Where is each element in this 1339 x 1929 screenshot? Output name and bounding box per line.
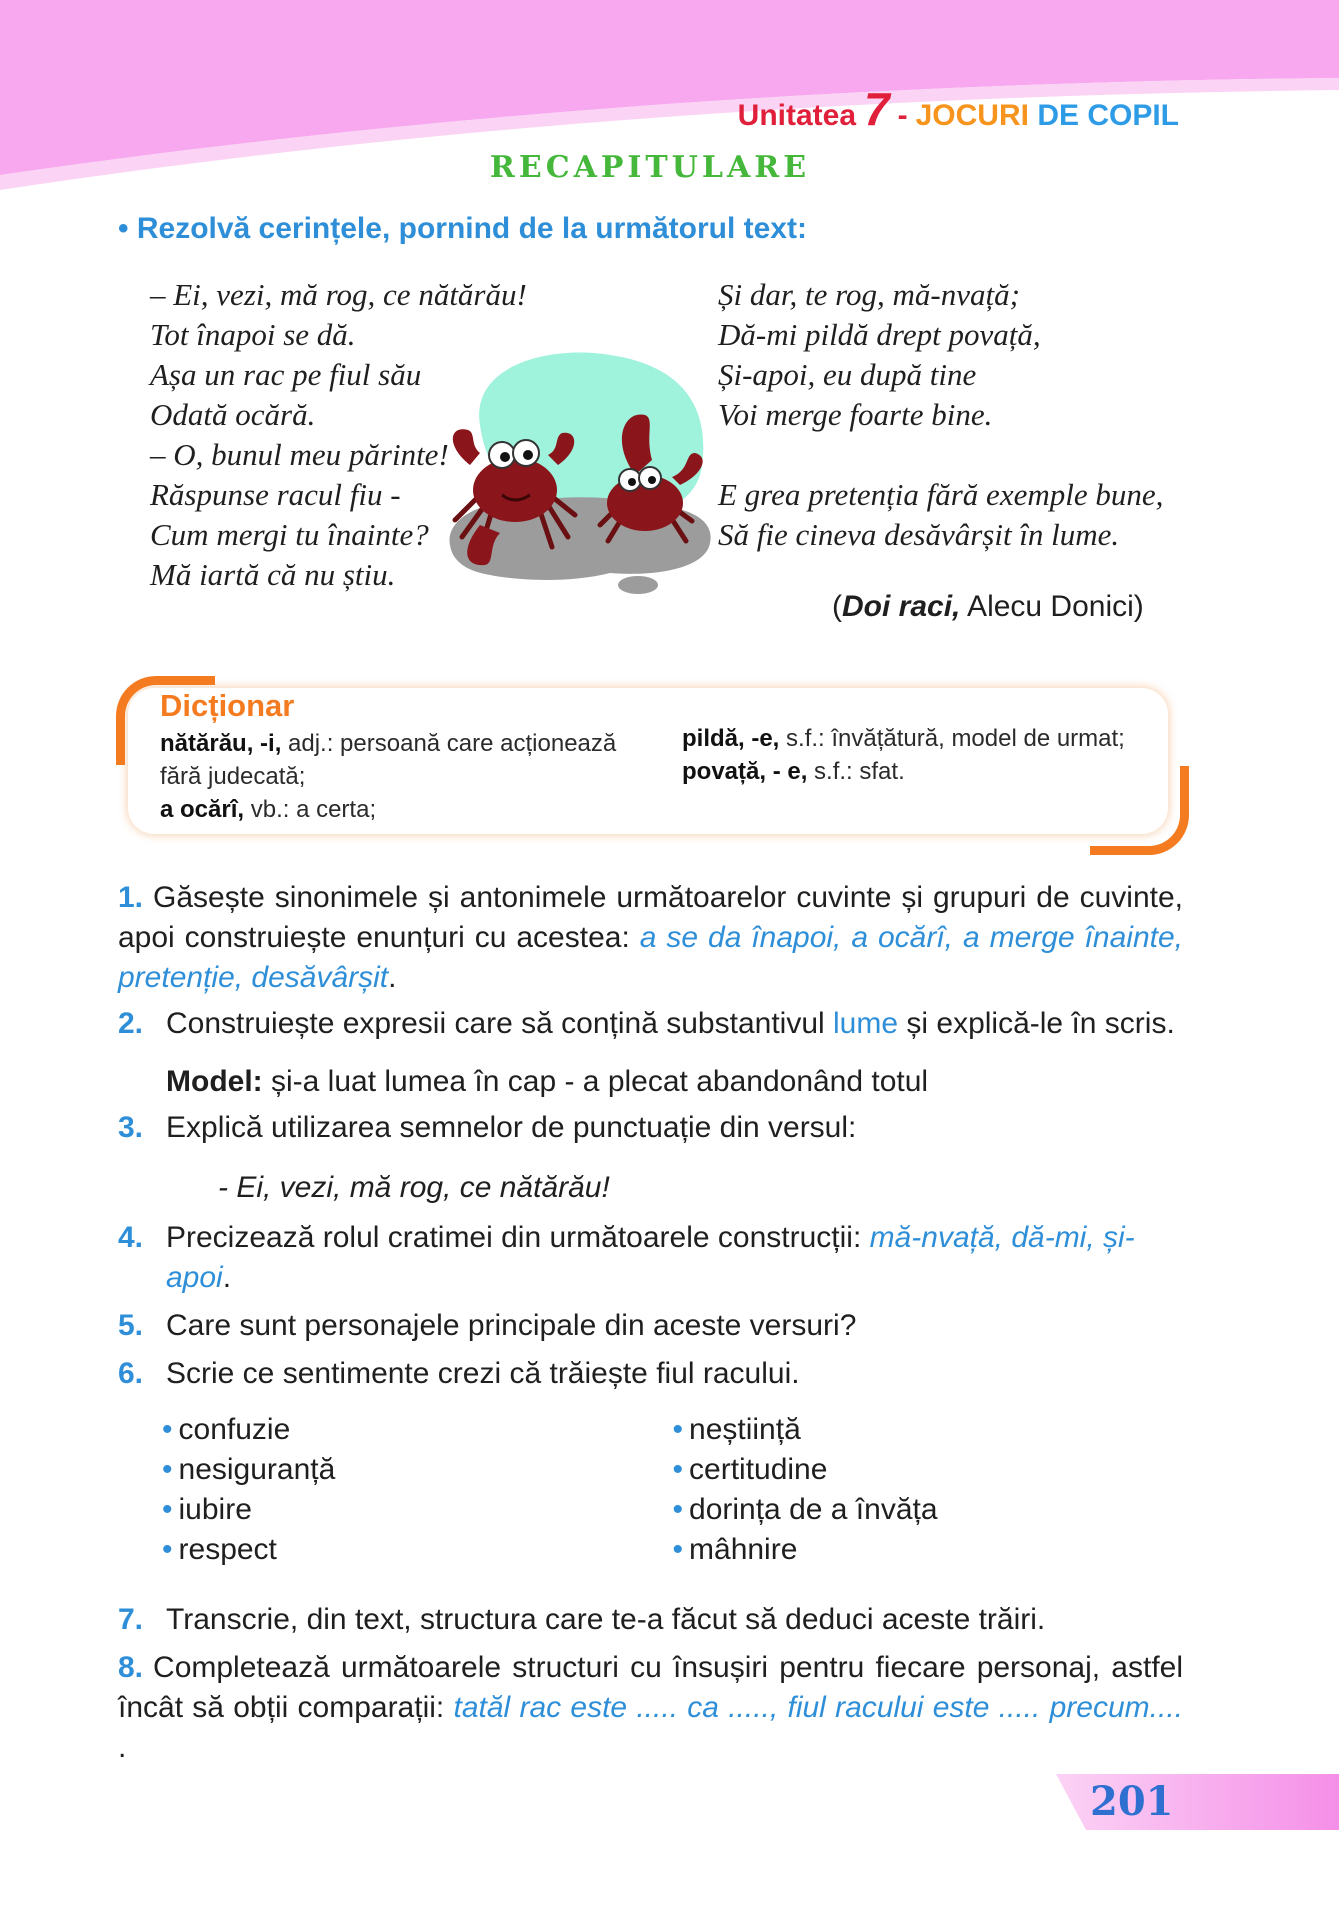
task-number: 5.: [118, 1309, 144, 1342]
options-left: [162, 1410, 673, 1570]
option-item: • certitudine: [672, 1453, 828, 1486]
dictionary-entry: nătărău, -i, adj.: persoană care acționează: [160, 730, 617, 757]
dictionary-column-left: [160, 727, 616, 826]
option-item: • neștiință: [672, 1413, 801, 1446]
option-item: • dorința de a învăța: [672, 1493, 938, 1526]
task-text: Care sunt personajele principale din aceste versuri?: [166, 1309, 857, 1342]
unit-header: [738, 82, 1179, 136]
task-number: 3.: [118, 1111, 144, 1144]
task-number: 4.: [118, 1221, 144, 1254]
model-text: și-a luat lumea în cap - a plecat abandonând totul: [262, 1065, 929, 1098]
task-6-options: [162, 1410, 1183, 1570]
instruction: • Rezolvă cerințele, pornind de la următorul text:: [118, 212, 807, 245]
dictionary-entry: fără judecată;: [160, 763, 306, 790]
unit-number: 7: [864, 83, 890, 135]
source-open-paren: (: [832, 590, 842, 623]
task-1: [118, 878, 1183, 998]
task-number: 8.: [118, 1651, 144, 1684]
crabs-illustration: [440, 345, 730, 615]
poem-line: Voi merge foarte bine.: [718, 397, 993, 432]
task-end: .: [118, 1731, 127, 1764]
task-end: .: [222, 1261, 232, 1294]
task-text: Completează următoarele structuri cu însușiri pentru fiecare personaj, astfel încât să obții comparații:: [118, 1651, 1183, 1724]
task-text: Construiește expresii care să conțină substantivul: [166, 1007, 834, 1040]
poem-line: Tot înapoi se dă.: [150, 317, 356, 352]
poem-line: Așa un rac pe fiul său: [150, 357, 422, 392]
poem-line: Dă-mi pildă drept povață,: [718, 317, 1041, 352]
option-item: • mâhnire: [672, 1533, 798, 1566]
poem-line: Cum mergi tu înainte?: [150, 517, 429, 552]
page-number: 201: [1090, 1778, 1174, 1825]
unit-title-part-1: JOCURI: [915, 99, 1029, 132]
option-item: • respect: [162, 1533, 277, 1566]
task-highlight: a se da înapoi, a ocărî, a merge înainte, pretenție, desăvârșit: [118, 921, 1183, 994]
task-number: 6.: [118, 1357, 144, 1390]
task-list: [118, 878, 1183, 1768]
source-title: Doi raci,: [842, 590, 961, 623]
poem-moral: [718, 475, 1163, 555]
task-2: [118, 1004, 1183, 1044]
task-text: Transcrie, din text, structura care te-a făcut să deduci aceste trăiri.: [166, 1603, 1046, 1636]
task-8: [118, 1648, 1183, 1768]
dictionary-entry: povață, - e, s.f.: sfat.: [682, 758, 905, 785]
option-item: • confuzie: [162, 1413, 291, 1446]
poem-line: – Ei, vezi, mă rog, ce nătărău!: [150, 277, 527, 312]
dictionary-entry: a ocărî, vb.: a certa;: [160, 796, 377, 823]
unit-label: Unitatea: [737, 99, 857, 132]
poem-line: – O, bunul meu părinte!: [150, 437, 449, 472]
task-5: [118, 1306, 1183, 1346]
model-label: Model:: [166, 1065, 263, 1098]
task-number: 1.: [118, 881, 144, 914]
poem-line: Să fie cineva desăvârșit în lume.: [718, 517, 1120, 552]
task-highlight: tatăl rac este ..... ca ....., fiul racului este ..... precum....: [453, 1691, 1183, 1724]
unit-title-part-2: DE COPIL: [1037, 99, 1179, 132]
poem-line: Odată ocără.: [150, 397, 316, 432]
task-3: [118, 1108, 1183, 1148]
task-highlight: lume: [833, 1007, 899, 1040]
unit-dash: -: [897, 99, 908, 132]
poem-source: [832, 590, 1144, 624]
task-end: și explică-le în scris.: [898, 1007, 1175, 1040]
poem-line: Și dar, te rog, mă-nvață;: [718, 277, 1020, 312]
task-text: Explică utilizarea semnelor de punctuație din versul:: [166, 1111, 857, 1144]
dictionary-column-right: [682, 722, 1125, 788]
option-item: • iubire: [162, 1493, 252, 1526]
poem-line: E grea pretenția fără exemple bune,: [718, 477, 1164, 512]
task-end: .: [388, 961, 397, 994]
poem-right-column: [718, 275, 1041, 435]
poem-line: Și-apoi, eu după tine: [718, 357, 977, 392]
task-text: Scrie ce sentimente crezi că trăiește fiul racului.: [166, 1357, 800, 1390]
task-2-model: [166, 1062, 1183, 1102]
task-number: 7.: [118, 1603, 144, 1636]
task-4: [118, 1218, 1183, 1298]
dictionary-title: Dicționar: [160, 688, 295, 723]
task-highlight: mă-nvață, dă-mi, și-apoi: [166, 1221, 1135, 1294]
poem-line: Răspunse racul fiu -: [150, 477, 401, 512]
task-6: [118, 1354, 1183, 1394]
option-item: • nesiguranță: [162, 1453, 336, 1486]
options-right: [673, 1410, 1184, 1570]
task-7: [118, 1600, 1183, 1640]
source-author: Alecu Donici): [960, 590, 1144, 623]
task-number: 2.: [118, 1007, 144, 1040]
poem-line: Mă iartă că nu știu.: [150, 557, 396, 592]
task-text: Găsește sinonimele și antonimele următoarelor cuvinte și grupuri de cuvinte, apoi construiește enunțuri cu acestea:: [118, 881, 1183, 954]
task-3-verse: - Ei, vezi, mă rog, ce nătărău!: [218, 1171, 610, 1204]
section-title: RECAPITULARE: [489, 150, 811, 185]
dictionary-entry: pildă, -e, s.f.: învățătură, model de urmat;: [682, 725, 1125, 752]
task-text: Precizează rolul cratimei din următoarele construcții:: [166, 1221, 870, 1254]
